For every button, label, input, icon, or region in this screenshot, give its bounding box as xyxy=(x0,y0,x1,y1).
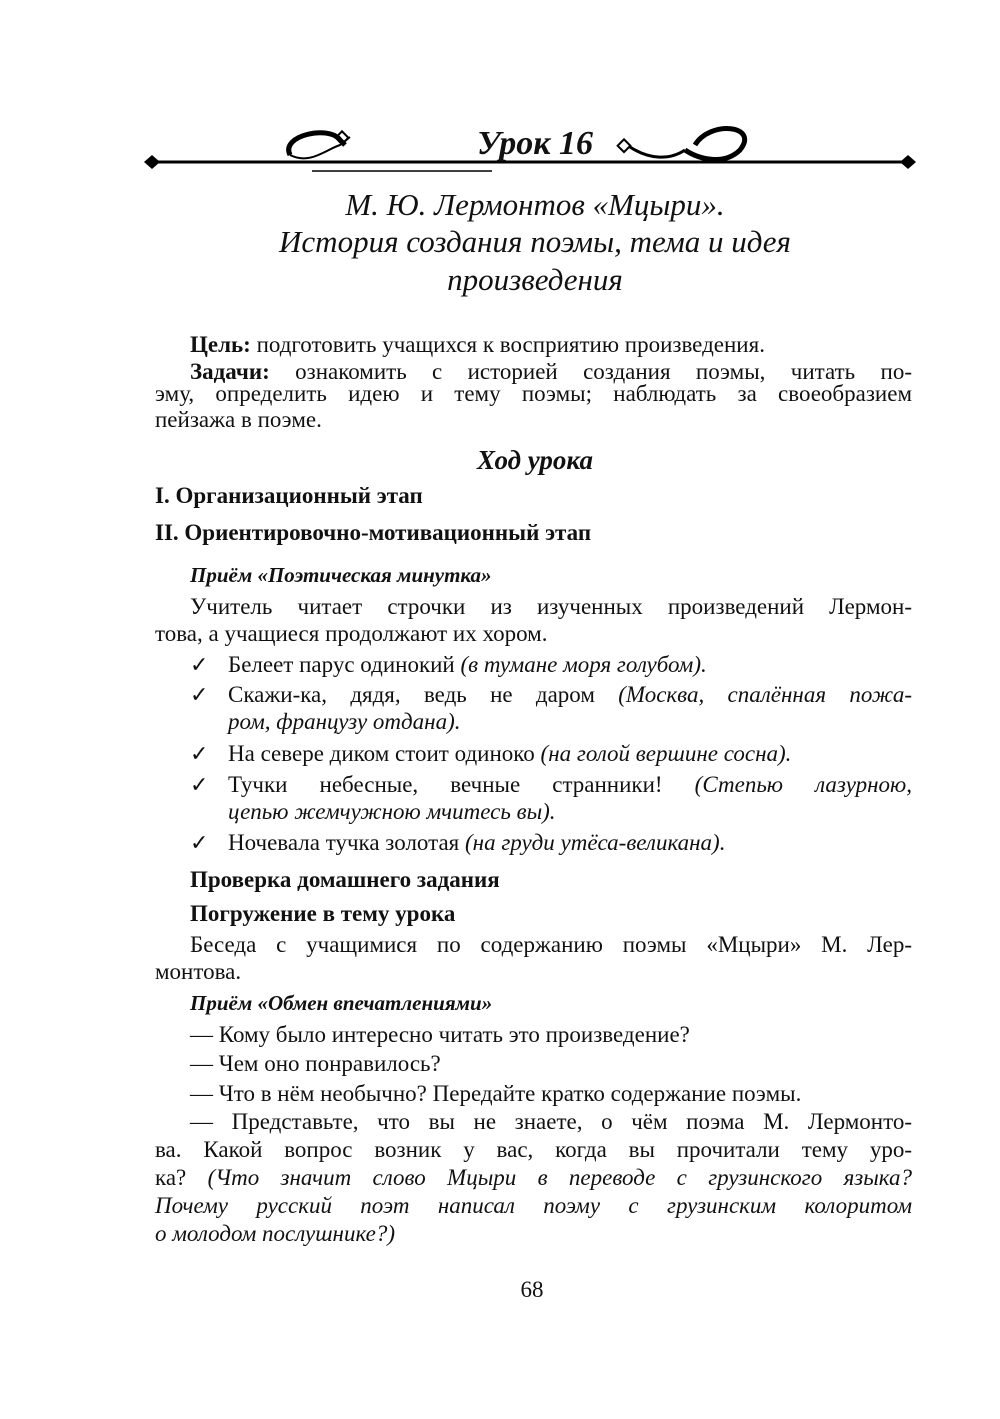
text: эму, определить идею и тему поэмы; наблюдать за своеобразием xyxy=(155,381,912,406)
text-line xyxy=(190,988,912,1018)
text-line xyxy=(190,560,912,590)
bold-text: I. Организационный этап xyxy=(155,483,423,508)
italic-text: (Москва, спалённая пожа- xyxy=(618,682,912,707)
bold-text: Задачи: xyxy=(190,359,270,384)
italic-text: (в тумане моря голубом). xyxy=(460,652,707,677)
text: — Представьте, что вы не знаете, о чём поэма М. Лермонто- xyxy=(190,1109,912,1134)
text-line xyxy=(228,707,912,737)
text-line xyxy=(228,739,912,769)
text-line xyxy=(228,680,912,710)
text-line xyxy=(190,1020,912,1050)
text: Скажи-ка, дядя, ведь не даром xyxy=(228,682,619,707)
text-line xyxy=(140,223,930,261)
checkmark-icon: ✓ xyxy=(190,830,209,855)
text: това, а учащиеся продолжают их хором. xyxy=(155,621,548,646)
bold-italic-text: Ход урока xyxy=(477,445,593,475)
italic-text: (Степью лазурною, xyxy=(694,772,912,797)
bold-italic-text: Приём «Обмен впечатлениями» xyxy=(190,991,493,1015)
text-line xyxy=(228,828,912,858)
bold-italic-text: Приём «Поэтическая минутка» xyxy=(190,563,492,587)
text: Беседа с учащимися по содержанию поэмы «Мцыри» М. Лер- xyxy=(190,932,912,957)
text-line xyxy=(155,1163,912,1193)
text: Учитель читает строчки из изученных произведений Лермон- xyxy=(190,594,912,619)
text: Тучки небесные, вечные странники! xyxy=(228,772,695,797)
text-line xyxy=(155,1191,912,1221)
text-line xyxy=(140,445,930,475)
checkmark-icon: ✓ xyxy=(190,682,209,707)
text: ва. Какой вопрос возник у вас, когда вы прочитали тему уро- xyxy=(155,1137,912,1162)
text-line xyxy=(155,405,912,435)
text: ознакомить с историей создания поэмы, читать по- xyxy=(269,359,912,384)
text-line xyxy=(190,592,912,622)
checkmark-icon: ✓ xyxy=(190,741,209,766)
text-line xyxy=(190,1107,912,1137)
text: пейзажа в поэме. xyxy=(155,407,322,432)
page-number: 68 xyxy=(520,1277,544,1302)
italic-text: ром, французу отдана). xyxy=(228,709,461,734)
text-line xyxy=(228,770,912,800)
text: На севере диком стоит одиноко xyxy=(228,741,541,766)
checkmark-icon: ✓ xyxy=(190,652,209,677)
text: Ночевала тучка золотая xyxy=(228,830,465,855)
italic-text: История создания поэмы, тема и идея xyxy=(279,224,791,259)
text-line xyxy=(190,930,912,960)
italic-text: М. Ю. Лермонтов «Мцыри». xyxy=(345,187,725,222)
text: — Что в нём необычно? Передайте кратко содержание поэмы. xyxy=(190,1081,802,1106)
bold-text: Цель: xyxy=(190,332,251,357)
text: ка? xyxy=(155,1165,208,1190)
text-line xyxy=(155,1219,912,1249)
italic-text: о молодом послушнике?) xyxy=(155,1221,396,1246)
text-line xyxy=(228,650,912,680)
text-line xyxy=(228,797,912,827)
italic-text: (на груди утёса-великана). xyxy=(465,830,726,855)
italic-text: цепью жемчужною мчитесь вы). xyxy=(228,799,556,824)
text-line xyxy=(155,518,912,548)
text: — Кому было интересно читать это произведение? xyxy=(190,1022,690,1047)
checkmark-icon: ✓ xyxy=(190,772,209,797)
text-line xyxy=(155,1135,912,1165)
text-line xyxy=(190,899,912,929)
lesson-title: Урок 16 xyxy=(476,125,594,162)
bold-text: Погружение в тему урока xyxy=(190,901,456,926)
bold-text: II. Ориентировочно-мотивационный этап xyxy=(155,520,592,545)
text-line xyxy=(155,619,912,649)
italic-text: Почему русский поэт написал поэму с грузинским колоритом xyxy=(155,1193,912,1218)
text-line xyxy=(190,330,912,360)
text: Белеет парус одинокий xyxy=(228,652,461,677)
text: монтова. xyxy=(155,959,242,984)
italic-text: (на голой вершине сосна). xyxy=(540,741,792,766)
text-line xyxy=(155,481,912,511)
italic-text: (Что значит слово Мцыри в переводе с грузинского языка? xyxy=(207,1165,912,1190)
text: подготовить учащихся к восприятию произведения. xyxy=(250,332,765,357)
text-line xyxy=(190,1079,912,1109)
text-line xyxy=(140,186,930,224)
italic-text: произведения xyxy=(447,262,623,297)
text-line xyxy=(190,865,912,895)
text: — Чем оно понравилось? xyxy=(190,1051,441,1076)
text-line xyxy=(140,261,930,299)
text-line xyxy=(155,957,912,987)
text-line xyxy=(190,1049,912,1079)
bold-text: Проверка домашнего задания xyxy=(190,867,500,892)
